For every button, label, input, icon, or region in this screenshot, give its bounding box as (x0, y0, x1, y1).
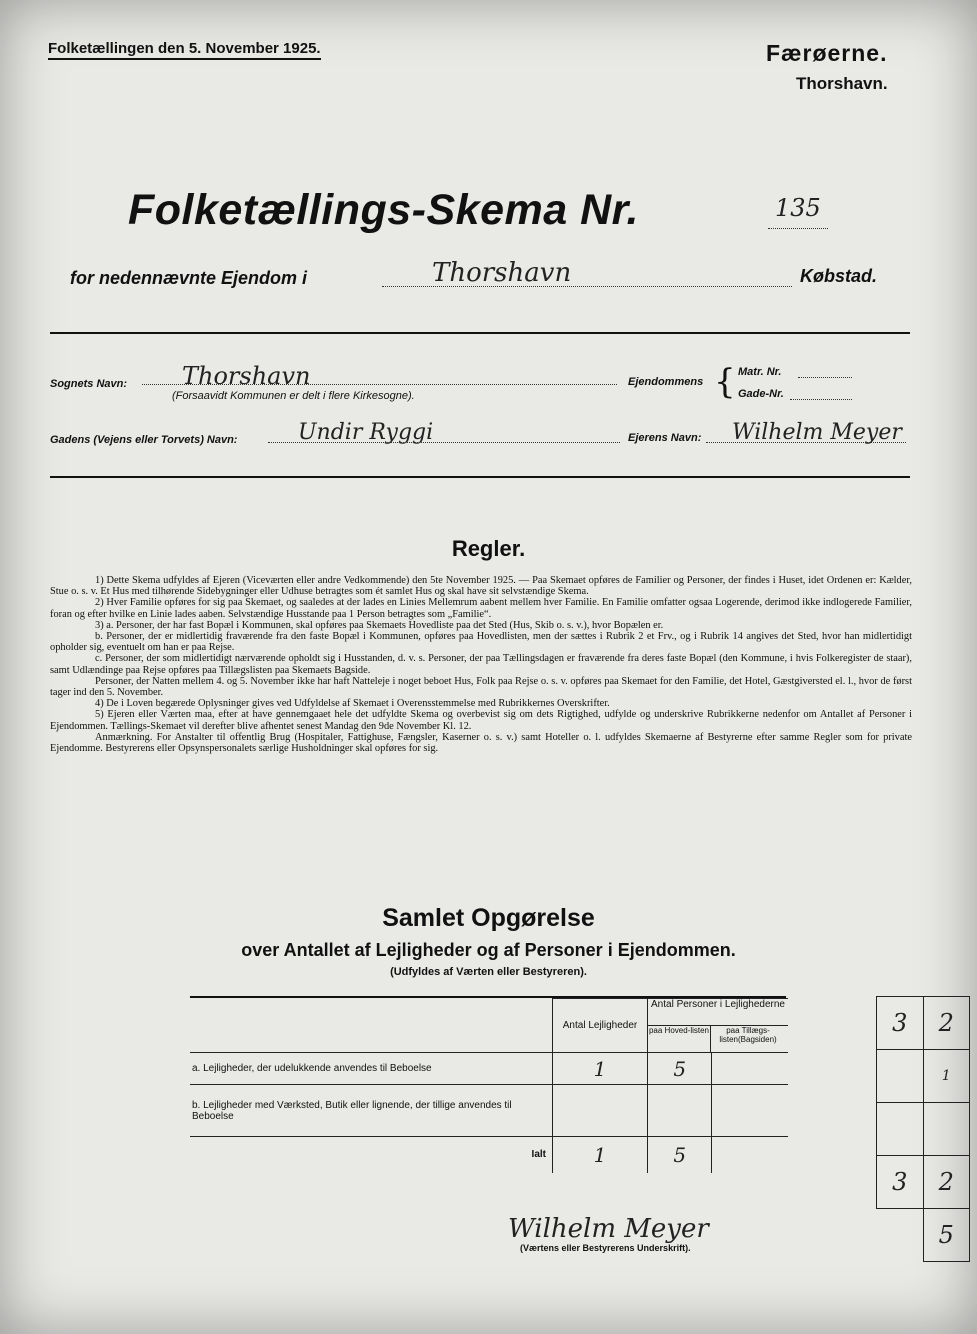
tally-cell (877, 1103, 924, 1156)
ialt-tillaeg (712, 1137, 788, 1173)
rule-paragraph: Personer, der Natten mellem 4. og 5. November ikke har haft Natteleje i noget beboet Hus, Folk paa Rejse o. s. v. opføres paa Skemaet for den Familie, det Hotel, Gæstgiversted el. l., hvor de først tager ind den 5. November. (50, 675, 912, 699)
street-label: Gadens (Vejens eller Torvets) Navn: (50, 434, 238, 446)
summary-table (190, 998, 788, 1173)
tally-cell: 2 (923, 1156, 970, 1209)
property-place-line (382, 286, 792, 287)
col-antal-header: Antal Lejligheder (553, 999, 648, 1053)
property-ejendommens-label: Ejendommens (628, 376, 704, 388)
row-b-hoved (648, 1085, 712, 1137)
rule-paragraph: b. Personer, der er midlertidig fraværende fra den faste Bopæl i Kommunen, opføres paa Hovedlisten, men der sættes i Rubrik 2 et Frv., og i Rubrik 14 angives det Sted, hvor han midlertidigt opholder sig, eventuelt om han er paa Rejse. (50, 631, 912, 654)
rules-title: Regler. (451, 536, 526, 561)
town-heading: Thorshavn. (796, 74, 888, 93)
tally-cell: 2 (923, 997, 970, 1050)
rule-paragraph: 1) Dette Skema udfyldes af Ejeren (Viceværten eller andre Vedkommende) den 5te November 1925. — Paa Skemaet opføres de Familier og Personer, der findes i Huset, idet Ordenen er: Kælder, Stue o. s. v. Et Hus med tilhørende Sidebygninger eller Udhuse betragtes som ét samlet Hus og skal have sit selvstændige Skema. (50, 575, 912, 598)
row-b-tillaeg (712, 1085, 788, 1137)
ialt-antal: 1 (553, 1137, 648, 1173)
divider-top (50, 332, 910, 334)
owner-signature: Wilhelm Meyer (508, 1214, 709, 1244)
summary-subtitle: over Antallet af Lejligheder og af Personer i Ejendommen. (241, 940, 736, 960)
tally-cell: 1 (923, 1050, 970, 1103)
tally-cell (877, 1209, 924, 1262)
ialt-hoved: 5 (648, 1137, 712, 1173)
owner-label: Ejerens Navn: (628, 432, 702, 444)
gade-line (790, 399, 852, 400)
side-tally (876, 996, 970, 1262)
col-personer-label: Antal Personer i Lejlighederne (648, 999, 788, 1026)
signature-caption: (Værtens eller Bestyrerens Underskrift). (520, 1243, 691, 1253)
parish-value: Thorshavn (182, 362, 311, 390)
kobstad-label: Købstad. (800, 266, 878, 286)
tally-cell: 3 (877, 997, 924, 1050)
parish-line (142, 384, 617, 385)
tally-cell (923, 1103, 970, 1156)
gade-label: Gade-Nr. (738, 388, 784, 400)
form-title: Folketællings-Skema Nr. (128, 186, 639, 234)
ialt-label: Ialt (190, 1137, 553, 1173)
parish-note: (Forsaavidt Kommunen er delt i flere Kirkesogne). (172, 390, 415, 402)
row-a-hoved: 5 (648, 1053, 712, 1085)
rule-paragraph: 2) Hver Familie opføres for sig paa Skemaet, og saaledes at der lades en Linies Mellemrum aabent mellem hver Familie. En Familie omfatter ogsaa Logerende, derimod ikke indlogerede Familier, foran og efter hvilke en Linie lades aaben. Selvstændige Husstande paa 1 Person betragtes som „Familie“. (50, 597, 912, 620)
parish-label: Sognets Navn: (50, 378, 128, 390)
row-a-tillaeg (712, 1053, 788, 1085)
row-a-antal: 1 (553, 1053, 648, 1085)
col-hoved-label: paa Hoved-listen (648, 1026, 711, 1052)
rule-paragraph: 3) a. Personer, der har fast Bopæl i Kommunen, skal opføres paa Skemaets Hovedliste paa det Sted (Hus, Skib o. s. v.), hvor Bopælen er. (95, 619, 664, 631)
matr-label: Matr. Nr. (738, 366, 782, 378)
tally-cell: 3 (877, 1156, 924, 1209)
form-number: 135 (775, 194, 821, 222)
matr-line (798, 377, 852, 378)
summary-note: (Udfyldes af Værten eller Bestyreren). (390, 966, 587, 978)
property-label: for nedennævnte Ejendom i (70, 268, 308, 288)
property-place: Thorshavn (432, 258, 572, 288)
rule-paragraph: 4) De i Loven begærede Oplysninger gives ved Udfyldelse af Skemaet i Overensstemmelse med Rubrikkernes Overskrifter. (95, 698, 610, 710)
col-tillaeg-label: paa Tillægs-listen(Bagsiden) (719, 1026, 777, 1044)
row-a-label: a. Lejligheder, der udelukkende anvendes til Beboelse (190, 1053, 553, 1085)
rule-note: Anmærkning. For Anstalter til offentlig Brug (Hospitaler, Fattighuse, Fængsler, Kaserner o. s. v.) samt Hoteller o. l. udfyldes Skemaerne af Bestyrerne efter samme Regler som for private Ejendomme. Bestyrerens eller Opsynspersonalets særlige Husholdninger skal opføres for sig. (50, 731, 912, 755)
tally-cell (877, 1050, 924, 1103)
rules-body (50, 575, 912, 754)
summary-blank-header (190, 999, 553, 1053)
form-number-line (768, 228, 828, 229)
street-line (268, 442, 620, 443)
divider-bottom (50, 476, 910, 478)
street-value: Undir Ryggi (298, 420, 434, 445)
row-b-antal (553, 1085, 648, 1137)
region-heading: Færøerne. (766, 40, 888, 66)
summary-title: Samlet Opgørelse (382, 904, 595, 932)
rule-paragraph: c. Personer, der som midlertidigt nærværende opholdt sig i Husstanden, d. v. s. Personer, der paa Tællingsdagen er fraværende fra deres faste Bopæl (den Kommune, i hvis Folkeregister de staar), samt Udlændinge paa Rejse opføres paa Tillægslisten paa Skemaets Bagside. (50, 653, 912, 676)
owner-line (706, 442, 906, 443)
brace-icon: { (714, 362, 736, 402)
census-date-heading: Folketællingen den 5. November 1925. (48, 40, 321, 60)
col-personer-header (648, 999, 789, 1053)
tally-cell: 5 (923, 1209, 970, 1262)
rule-paragraph: 5) Ejeren eller Værten maa, efter at have gennemgaaet hele det udfyldte Skema og overbevist sig om dets Rigtighed, udfylde og underskrive Rubrikkerne nedenfor om Antallet af Personer i Ejendommen. Tællings-Skemaet vil derefter blive afhentet senest Mandag den 9de November Kl. 12. (50, 709, 912, 732)
owner-value: Wilhelm Meyer (732, 420, 902, 445)
row-b-label: b. Lejligheder med Værksted, Butik eller lignende, der tillige anvendes til Beboelse (190, 1085, 553, 1137)
